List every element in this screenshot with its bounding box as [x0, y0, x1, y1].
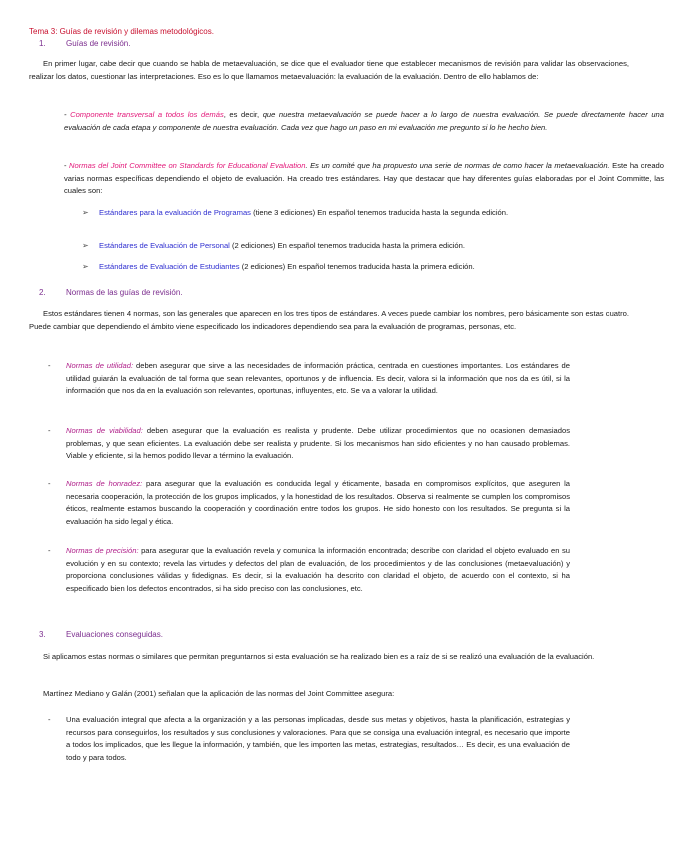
- dash: -: [64, 110, 71, 119]
- quote-text-italic: . Es un comité que ha propuesto una serie de normas de como hacer la metaevaluación.: [305, 161, 610, 170]
- quote-joint-committee: [0, 160, 694, 198]
- norm-honesty: [0, 478, 600, 528]
- norm-viability: [0, 425, 600, 463]
- section-number: 3.: [39, 630, 46, 639]
- dash: -: [48, 546, 51, 555]
- standard-detail: (tiene 3 ediciones) En español tenemos traducida hasta la segunda edición.: [250, 208, 509, 217]
- standard-name: Estándares de Evaluación de Personal: [99, 241, 230, 250]
- section-number: 2.: [39, 288, 46, 297]
- norm-text: para asegurar que la evaluación revela y comunica la información encontrada; describe con claridad el objeto evaluado en su evolución y en su contexto; revela las virtudes y defectos del plan de evaluación, de los procedimientos y de las conclusiones (metaevaluación) y proporciona conclusiones válidas y fidedignas. Es decir, si la evaluación ha descrito con claridad el objeto, de acuerdo con el contexto, si ha especificado bien los defectos encontrados, si ha sido preciso con las conclusiones, etc.: [66, 546, 571, 593]
- norm-utility: [0, 360, 600, 398]
- standard-name: Estándares para la evaluación de Programas: [99, 208, 251, 217]
- section-label: Evaluaciones conseguidas.: [66, 630, 163, 639]
- dash: -: [48, 426, 51, 435]
- dash: -: [64, 161, 70, 170]
- section-heading-1: [29, 38, 130, 51]
- norm-text: deben asegurar que sirve a las necesidades de información práctica, centrada en cuestiones importantes. Los estándares de utilidad guiarán la evaluación de tal forma que sean relevantes, oportunos y de influencia. Es decir, valora si la información que nos da es útil, si la información que nos da en la evaluación son relevantes, oportunas, influyentes, etc. Se va a valorar la utilidad.: [66, 361, 570, 396]
- norm-precision: [0, 545, 600, 595]
- norm-text: deben asegurar que la evaluación es realista y prudente. Debe utilizar procedimientos que no ocasionen demasiados problemas, y que sean eficientes. La evaluación debe ser realista y prudente. Si los mecanismos han sido eficientes y no han causado problemas. Viable y eficiente, si la hemos podido llevar a término la evaluación.: [66, 426, 570, 461]
- paragraph-text: Martínez Mediano y Galán (2001) señalan que la aplicación de las normas del Joint Committee asegura:: [43, 689, 395, 698]
- term-transversal: Componente transversal a todos los demás: [70, 110, 224, 119]
- list-item-text: Una evaluación integral que afecta a la organización y a las personas implicadas, desde sus metas y objetivos, hasta la planificación, estrategias y recursos para conseguirlos, los resultados y sus conclusiones y valoraciones. Para que se consiga una evaluación integral, es necesario que importe a todos los implicados, que les llegue la información, y también, que les importen las metas, estrategias, resultados… Es decir, es una evaluación de todo y para todos.: [66, 715, 570, 762]
- connector: , es decir,: [223, 110, 263, 119]
- list-item: [0, 261, 600, 274]
- section-label: Normas de las guías de revisión.: [66, 288, 183, 297]
- standard-detail: (2 ediciones) En español tenemos traducida hasta la primera edición.: [239, 262, 475, 271]
- paragraph-text: Si aplicamos estas normas o similares que permitan preguntarnos si esta evaluación se ha realizado bien es a raíz de si se realizó una evaluación de la evaluación.: [43, 652, 595, 661]
- dash: -: [48, 361, 51, 370]
- list-item: [0, 714, 600, 764]
- quote-text: Este ha creado varias normas específicas dependiendo el objeto de evaluación. Ha creado tres estándares. Hay que destacar que hay diferentes guías elaboradas por el Joint Committe, las cuales son:: [64, 161, 664, 196]
- arrow-bullet-icon: ➢: [82, 241, 89, 250]
- norm-term: Normas de utilidad:: [66, 361, 134, 370]
- paragraph-norms-intro: [0, 308, 658, 333]
- norm-term: Normas de honradez:: [66, 479, 143, 488]
- paragraph-text: En primer lugar, cabe decir que cuando se habla de metaevaluación, se dice que el evaluador tiene que establecer mecanismos de revisión para validar las observaciones, realizar los datos, cuestionar las interpretaciones. Eso es lo que llamamos metaevaluación: la evaluación de la evaluación. Dentro de ello hablamos de:: [29, 59, 629, 81]
- section-heading-3: [29, 629, 163, 642]
- document-title: Tema 3: Guías de revisión y dilemas metodológicos.: [29, 27, 214, 36]
- term-joint-committee: Normas del Joint Committee on Standards for Educational Evaluation: [69, 161, 306, 170]
- section-number: 1.: [39, 39, 46, 48]
- section-label: Guías de revisión.: [66, 39, 131, 48]
- norm-term: Normas de precisión:: [66, 546, 139, 555]
- paragraph-martinez: [0, 688, 658, 701]
- paragraph-intro: [0, 58, 658, 83]
- arrow-bullet-icon: ➢: [82, 208, 89, 217]
- quote-text: que nuestra metaevaluación se puede hacer a lo largo de nuestra evaluación. Se puede directamente hacer una evaluación de cada etapa y componente de nuestra evaluación. Cada vez que hago un paso en mi evaluación me pregunto si lo he hecho bien.: [64, 110, 664, 132]
- norm-term: Normas de viabilidad:: [66, 426, 143, 435]
- list-item: [0, 207, 600, 220]
- norm-text: para asegurar que la evaluación es conducida legal y éticamente, basada en compromisos explícitos, que aseguren la necesaria cooperación, la protección de los grupos implicados, y la honestidad de los resultados. Observa si realmente se cumplen los compromisos éticos, realmente estamos buscando la cooperación y coordinación entre todos los grupos. He sido honesto con los resultados. Se pregunta si la evaluación ha sido legal y ética.: [66, 479, 570, 526]
- list-item: [0, 240, 600, 253]
- arrow-bullet-icon: ➢: [82, 262, 89, 271]
- dash: -: [48, 479, 51, 488]
- paragraph-conseguidas: [0, 651, 658, 664]
- quote-component: [0, 109, 694, 134]
- section-heading-2: [29, 287, 183, 300]
- standard-name: Estándares de Evaluación de Estudiantes: [99, 262, 240, 271]
- dash: -: [48, 715, 51, 724]
- standard-detail: (2 ediciones) En español tenemos traducida hasta la primera edición.: [229, 241, 465, 250]
- paragraph-text: Estos estándares tienen 4 normas, son las generales que aparecen en los tres tipos de estándares. A veces puede cambiar los nombres, pero básicamente son estas cuatro. Puede cambiar que dependiendo el ámbito viene especificado los indicadores dependiendo sea para la evaluación de programas, personas, etc.: [29, 309, 629, 331]
